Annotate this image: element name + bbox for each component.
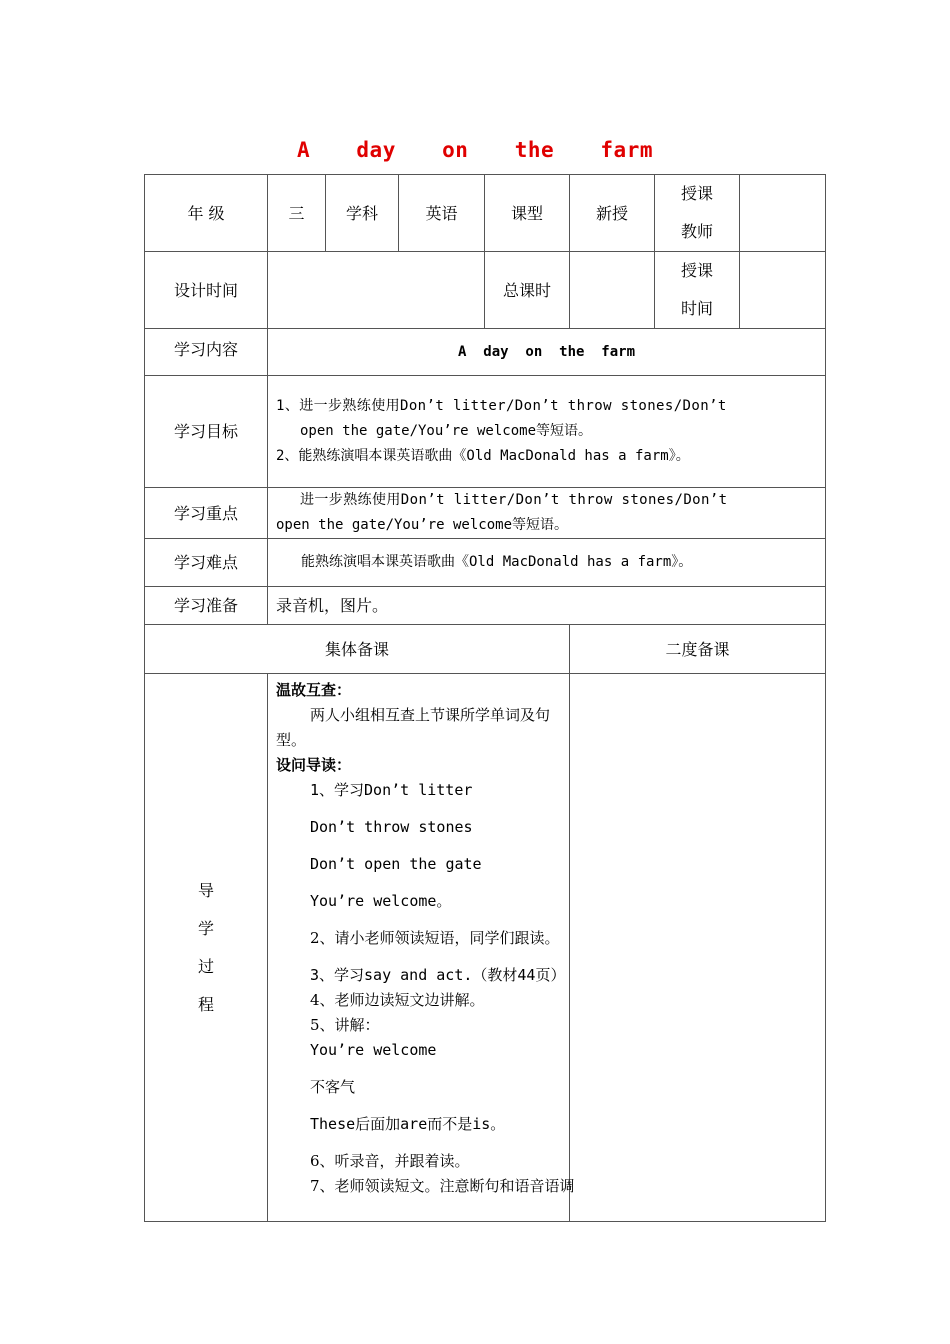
content-value: A day on the farm [268,329,826,376]
step-line: 5、讲解： [310,1016,380,1034]
design-time-value [268,252,485,329]
teacher-label-line-2: 教师 [681,222,714,241]
lesson-time-label-line-2: 时间 [681,299,714,318]
grade-value: 三 [268,175,326,252]
step-line: 4、老师边读短文边讲解。 [310,991,485,1009]
goals-value [268,376,826,488]
step-line: You’re welcome [310,1041,437,1059]
lesson-type-value: 新授 [570,175,655,252]
second-prep-header: 二度备课 [570,625,826,674]
lesson-time-label-line-1: 授课 [681,261,714,280]
preparation-value: 录音机，图片。 [268,587,826,625]
subject-value: 英语 [399,175,485,252]
goals-line-2: open the gate/You’re welcome等短语。 [300,423,593,439]
design-time-label: 设计时间 [145,252,268,329]
process-content [268,674,575,1222]
step-line: Don’t throw stones [310,818,473,836]
total-hours-value [570,252,655,329]
process-label-char-1: 导 [197,880,214,900]
review-text-2: 型。 [276,731,307,749]
difficulties-value: 能熟练演唱本课英语歌曲《Old MacDonald has a farm》。 [268,539,826,587]
step-line: 6、听录音，并跟着读。 [310,1152,470,1170]
guide-heading: 设问导读： [276,756,352,774]
goals-line-1: 1、进一步熟练使用Don’t litter/Don’t throw stones/Don’t [276,398,727,414]
goals-line-3: 2、能熟练演唱本课英语歌曲《Old MacDonald has a farm》。 [276,448,690,464]
step-line: 7、老师领读短文。注意断句和语音语调 [310,1177,575,1195]
teacher-label [655,175,740,252]
review-text-1: 两人小组相互查上节课所学单词及句 [310,706,551,724]
step-line: 不客气 [310,1078,356,1096]
page-title: A day on the farm [296,138,653,162]
grade-label: 年 级 [145,175,268,252]
preparation-label: 学习准备 [145,587,268,625]
lesson-time-value [740,252,826,329]
step-line: 1、学习Don’t litter [310,781,473,799]
lesson-time-label [655,252,740,329]
second-prep-content [570,674,826,1222]
lesson-plan-table [144,174,826,1222]
step-line: 3、学习say and act.（教材44页） [310,966,566,984]
key-points-line-2: open the gate/You’re welcome等短语。 [276,517,569,533]
difficulties-label: 学习难点 [145,539,268,587]
key-points-line-1: 进一步熟练使用Don’t litter/Don’t throw stones/Don’t [300,492,728,508]
process-label-char-4: 程 [197,994,214,1014]
process-label-char-3: 过 [197,956,214,976]
subject-label: 学科 [326,175,399,252]
collective-prep-header: 集体备课 [145,625,570,674]
teacher-label-line-1: 授课 [681,184,714,203]
step-line: You’re welcome。 [310,892,452,910]
process-label-char-2: 学 [197,918,214,938]
key-points-value [268,488,826,539]
step-line: Don’t open the gate [310,855,482,873]
content-label: 学习内容 [145,329,268,376]
step-line: These后面加are而不是is。 [310,1115,506,1133]
teacher-value [740,175,826,252]
review-heading: 温故互查： [276,681,352,699]
process-label [145,674,268,1222]
lesson-type-label: 课型 [485,175,570,252]
total-hours-label: 总课时 [485,252,570,329]
key-points-label: 学习重点 [145,488,268,539]
goals-label: 学习目标 [145,376,268,488]
step-line: 2、请小老师领读短语，同学们跟读。 [310,929,560,947]
